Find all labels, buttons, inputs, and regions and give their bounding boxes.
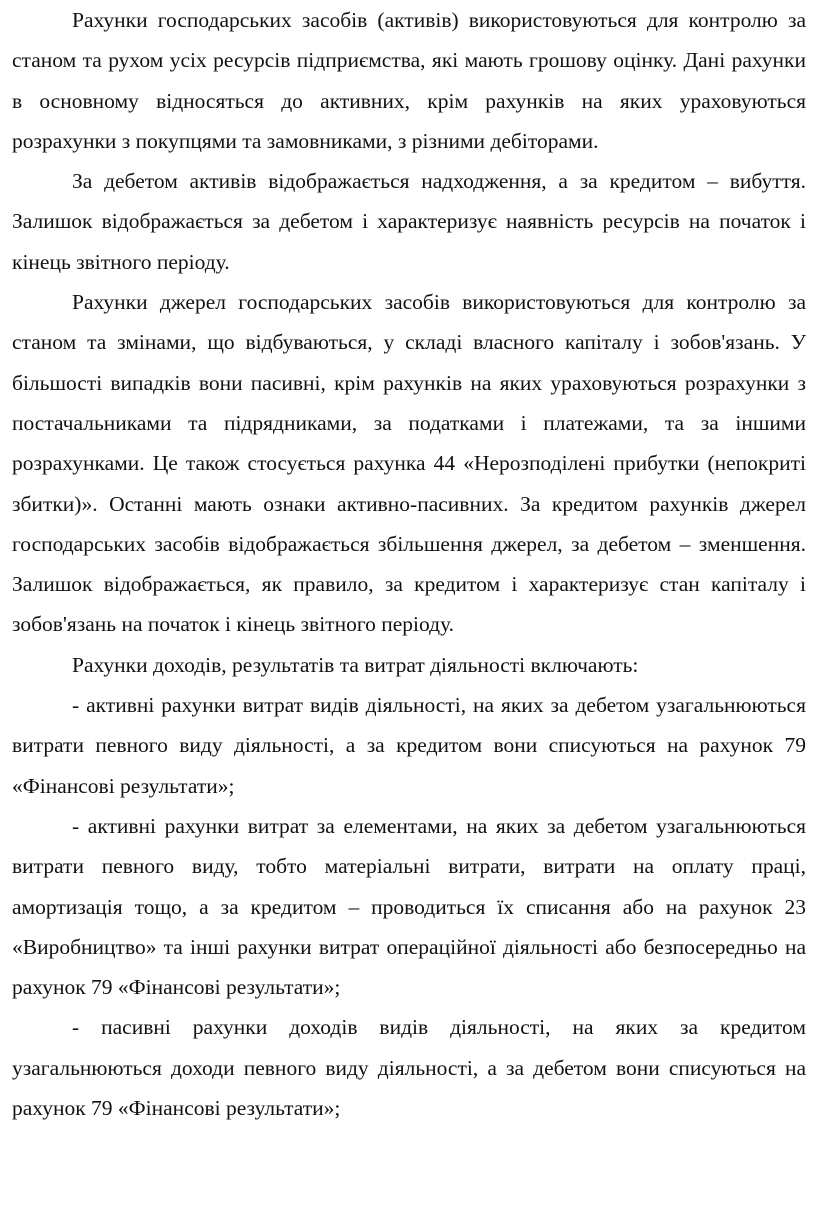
paragraph-source-accounts: Рахунки джерел господарських засобів використовуються для контролю за станом та змінами, що відбуваються, у складі власного капіталу і зобов'язань. У більшості випадків вони пасивні, крім рахунків на яких ураховуються розрахунки з постачальниками та підрядниками, за податками і платежами, та за іншими розрахунками. Це також стосується рахунка 44 «Нерозподілені прибутки (непокриті збитки)». Останні мають ознаки активно-пасивних. За кредитом рахунків джерел господарських засобів відображається збільшення джерел, за дебетом – зменшення. Залишок відображається, як правило, за кредитом і характеризує стан капіталу і зобов'язань на початок і кінець звітного періоду.: [12, 290, 806, 637]
paragraph-debit-credit-assets: За дебетом активів відображається надходження, а за кредитом – вибуття. Залишок відображається за дебетом і характеризує наявність ресурсів на початок і кінець звітного періоду.: [12, 169, 806, 274]
list-item-element-expenses: - активні рахунки витрат за елементами, на яких за дебетом узагальнюються витрати певного виду, тобто матеріальні витрати, витрати на оплату праці, амортизація тощо, а за кредитом – проводиться їх списання або на рахунок 23 «Виробництво» та інші рахунки витрат операційної діяльності або безпосередньо на рахунок 79 «Фінансові результати»;: [12, 813, 806, 1000]
document-page: [12, 0, 806, 1128]
paragraph-income-expense-intro: Рахунки доходів, результатів та витрат діяльності включають:: [72, 652, 639, 677]
list-item-activity-income: - пасивні рахунки доходів видів діяльності, на яких за кредитом узагальнюються доходи певного виду діяльності, а за дебетом вони списуються на рахунок 79 «Фінансові результати»;: [12, 1015, 806, 1121]
list-item-activity-expenses: - активні рахунки витрат видів діяльності, на яких за дебетом узагальнюються витрати певного виду діяльності, а за кредитом вони списуються на рахунок 79 «Фінансові результати»;: [12, 693, 806, 798]
paragraph-asset-accounts: Рахунки господарських засобів (активів) використовуються для контролю за станом та рухом усіх ресурсів підприємства, які мають грошову оцінку. Дані рахунки в основному відносяться до активних, крім рахунків на яких ураховуються розрахунки з покупцями та замовниками, з різними дебіторами.: [12, 8, 806, 153]
